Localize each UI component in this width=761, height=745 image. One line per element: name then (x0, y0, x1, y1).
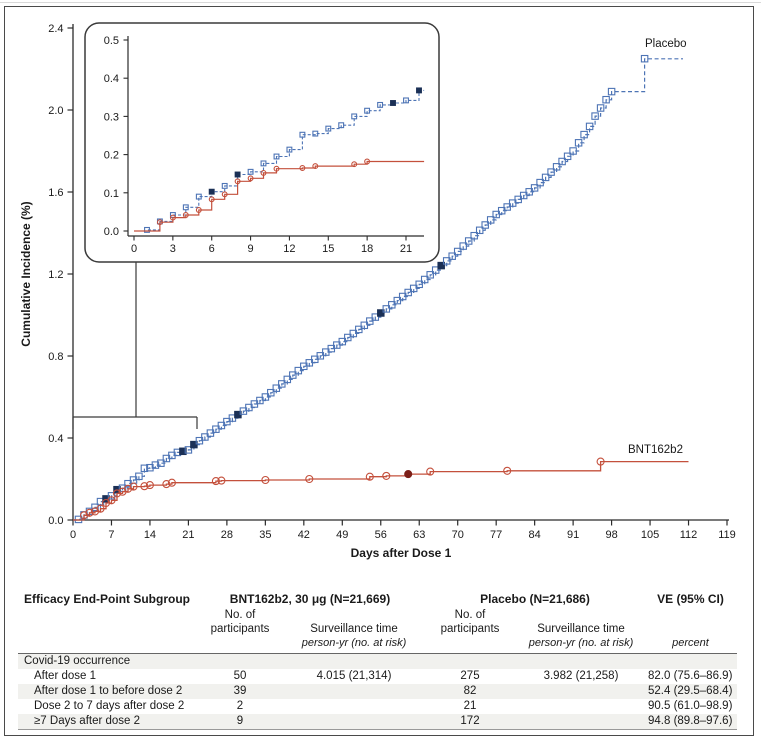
bnt-participants: 2 (236, 700, 244, 712)
svg-text:Days after Dose 1: Days after Dose 1 (350, 546, 452, 560)
svg-text:49: 49 (336, 529, 349, 541)
table-row (18, 669, 737, 684)
svg-text:0.8: 0.8 (48, 351, 64, 363)
svg-text:14: 14 (143, 529, 157, 541)
subheader-placebo-participants: No. of participants (440, 609, 500, 635)
placebo-surveillance (516, 714, 646, 729)
placebo-surveillance (516, 684, 646, 699)
table-row (18, 684, 737, 699)
svg-text:42: 42 (297, 529, 310, 541)
svg-text:0.4: 0.4 (48, 433, 64, 445)
svg-text:Cumulative Incidence (%): Cumulative Incidence (%) (19, 201, 33, 347)
svg-text:21: 21 (399, 243, 413, 255)
ve-value: 82.0 (75.6–86.9) (648, 670, 733, 682)
efficacy-table (18, 592, 737, 730)
table-row (18, 714, 737, 729)
inset-callout-bracket (73, 262, 197, 429)
bnt-surveillance: 4.015 (21,314) (316, 670, 392, 682)
unit-placebo-personyr: person-yr (no. at risk) (528, 637, 634, 649)
svg-text:77: 77 (490, 529, 503, 541)
table-units-row (18, 636, 737, 650)
placebo-participants: 21 (463, 700, 477, 712)
group-header-ve: VE (95% CI) (657, 592, 724, 606)
svg-text:70: 70 (451, 529, 464, 541)
subheader-bnt-surveillance: Surveillance time (310, 623, 398, 635)
bnt-participants: 39 (233, 685, 247, 697)
svg-text:18: 18 (361, 243, 374, 255)
bnt-surveillance (284, 699, 424, 714)
svg-text:3: 3 (169, 243, 176, 255)
inset-chart (85, 23, 439, 262)
svg-text:0.0: 0.0 (48, 515, 64, 527)
svg-text:63: 63 (413, 529, 426, 541)
svg-text:105: 105 (640, 529, 660, 541)
row-label: After dose 1 to before dose 2 (34, 685, 183, 697)
placebo-participants: 82 (463, 685, 477, 697)
table-header (18, 592, 737, 606)
svg-text:0.4: 0.4 (103, 73, 119, 86)
svg-text:0.2: 0.2 (103, 149, 119, 162)
placebo-participants: 172 (460, 715, 480, 727)
ve-value: 52.4 (29.5–68.4) (648, 685, 733, 697)
column-header-subgroup: Efficacy End-Point Subgroup (24, 592, 191, 606)
svg-text:1.2: 1.2 (48, 269, 64, 281)
svg-text:15: 15 (322, 243, 335, 255)
bnt162b2-series (73, 458, 689, 520)
svg-text:112: 112 (679, 529, 698, 541)
svg-text:0: 0 (69, 529, 77, 541)
svg-text:35: 35 (259, 529, 272, 541)
subheader-placebo-surveillance: Surveillance time (537, 623, 625, 635)
group-header-bnt162b2: BNT162b2, 30 μg (N=21,669) (229, 592, 391, 606)
table-subheader (18, 608, 737, 636)
svg-text:0.5: 0.5 (103, 35, 119, 47)
svg-text:21: 21 (182, 529, 195, 541)
row-label: Dose 2 to 7 days after dose 2 (34, 700, 185, 712)
svg-text:84: 84 (528, 529, 541, 541)
bnt-participants: 50 (233, 670, 247, 682)
placebo-surveillance: 3.982 (21,258) (543, 670, 619, 682)
svg-text:0.0: 0.0 (103, 226, 119, 238)
table-row (18, 699, 737, 714)
table-body (18, 654, 737, 730)
svg-text:9: 9 (247, 243, 254, 255)
group-header-placebo: Placebo (N=21,686) (480, 592, 590, 606)
placebo-participants: 275 (460, 670, 480, 682)
svg-text:98: 98 (605, 529, 618, 541)
svg-text:2.0: 2.0 (48, 105, 64, 117)
row-label: ≥7 Days after dose 2 (34, 715, 141, 727)
svg-text:91: 91 (566, 529, 580, 541)
unit-ve-percent: percent (672, 637, 709, 649)
svg-text:0.1: 0.1 (103, 187, 119, 200)
svg-text:28: 28 (220, 529, 234, 541)
svg-text:6: 6 (208, 243, 215, 255)
svg-text:119: 119 (718, 529, 736, 541)
row-label: After dose 1 (34, 670, 97, 682)
bnt-participants: 9 (236, 715, 244, 727)
section-label: Covid-19 occurrence (24, 655, 131, 667)
ve-value: 94.8 (89.8–97.6) (648, 715, 733, 727)
placebo-label: Placebo (645, 38, 687, 50)
bnt-surveillance (284, 714, 424, 729)
unit-bnt-personyr: person-yr (no. at risk) (301, 637, 407, 649)
section-row (18, 654, 737, 669)
series-labels (628, 38, 687, 456)
svg-text:12: 12 (283, 243, 296, 255)
placebo-surveillance (516, 699, 646, 714)
svg-text:0: 0 (130, 243, 138, 255)
svg-text:56: 56 (374, 529, 387, 541)
svg-text:2.4: 2.4 (48, 23, 64, 35)
svg-text:0.3: 0.3 (103, 111, 119, 124)
bnt-surveillance (284, 684, 424, 699)
svg-text:7: 7 (108, 529, 115, 541)
svg-text:1.6: 1.6 (48, 187, 64, 199)
bnt162b2-label: BNT162b2 (628, 444, 683, 456)
ve-value: 90.5 (61.0–98.9) (648, 700, 733, 712)
subheader-bnt-participants: No. of participants (210, 609, 270, 635)
